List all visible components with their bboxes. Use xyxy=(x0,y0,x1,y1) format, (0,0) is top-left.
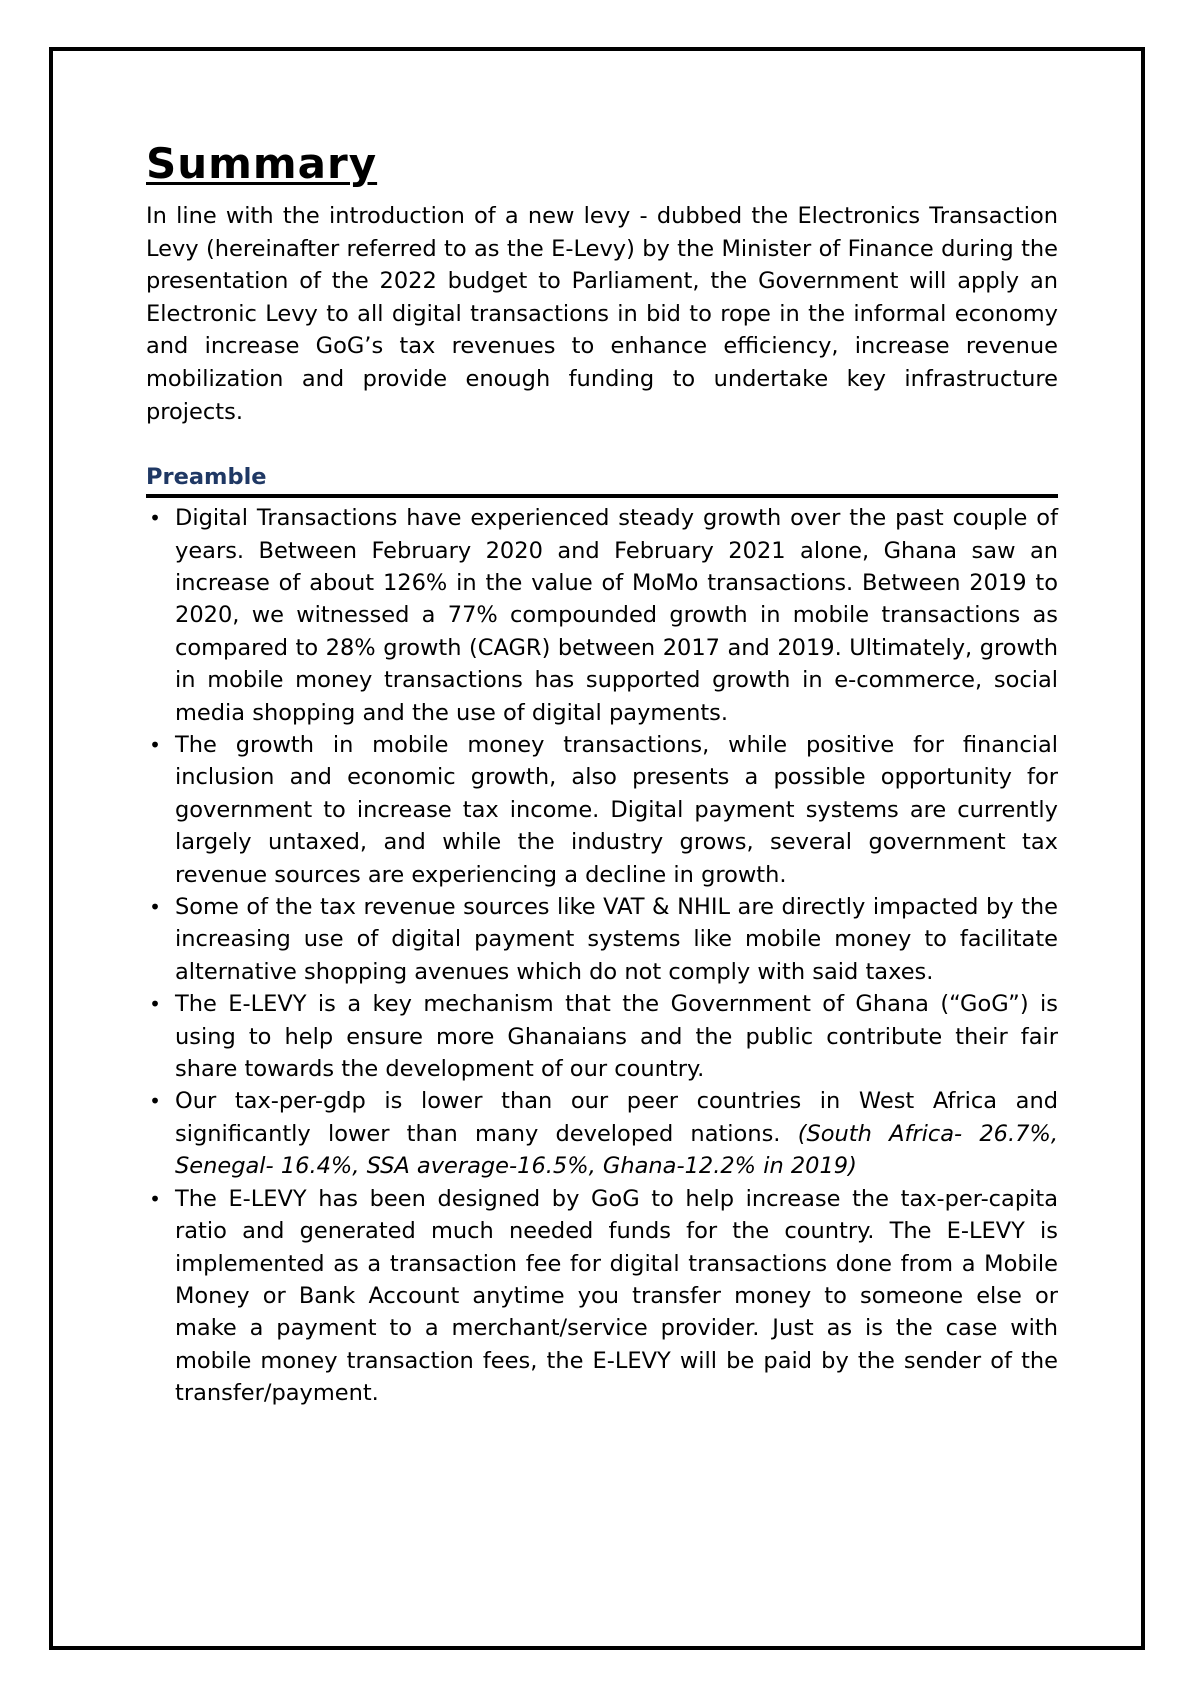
list-item-text: The E-LEVY has been designed by GoG to help increase the tax-per-capita ratio and generated much needed funds for the country. The E-LEVY is implemented as a transaction fee for digital transactions done from a Mobile Money or Bank Account anytime you transfer money to someone else or make a payment to a merchant/service provider. Just as is the case with mobile money transaction fees, the E-LEVY will be paid by the sender of the transfer/payment. xyxy=(175,1185,1058,1407)
list-item-text: The growth in mobile money transactions, while positive for financial inclusion and economic growth, also presents a possible opportunity for government to increase tax income. Digital payment systems are currently largely untaxed, and while the industry grows, several government tax revenue sources are experiencing a decline in growth. xyxy=(175,732,1058,888)
list-item xyxy=(146,502,1058,729)
list-item xyxy=(146,988,1058,1085)
document-content xyxy=(146,138,1058,1410)
bullet-icon: • xyxy=(149,992,161,1017)
preamble-list xyxy=(146,502,1058,1409)
list-item xyxy=(146,891,1058,988)
list-item xyxy=(146,729,1058,891)
bullet-icon: • xyxy=(149,895,161,920)
statistics-note: (South Africa- 26.7%, Senegal- 16.4%, SSA average-16.5%, Ghana-12.2% in 2019) xyxy=(175,1120,1058,1180)
summary-title: Summary xyxy=(146,139,378,188)
list-item-text: The E-LEVY is a key mechanism that the Government of Ghana (“GoG”) is using to help ensure more Ghanaians and the public contribute their fair share towards the development of our country. xyxy=(175,991,1058,1083)
list-item xyxy=(146,1183,1058,1410)
bullet-icon: • xyxy=(149,506,161,531)
summary-paragraph: In line with the introduction of a new levy - dubbed the Electronics Transaction Levy (hereinafter referred to as the E-Levy) by the Minister of Finance during the presentation of the 2022 budget to Parliament, the Government will apply an Electronic Levy to all digital transactions in bid to rope in the informal economy and increase GoG’s tax revenues to enhance efficiency, increase revenue mobilization and provide enough funding to undertake key infrastructure projects. xyxy=(146,203,1058,425)
list-item-text: Some of the tax revenue sources like VAT & NHIL are directly impacted by the increasing use of digital payment systems like mobile money to facilitate alternative shopping avenues which do not comply with said taxes. xyxy=(175,894,1058,985)
list-item-text: Our tax-per-gdp is lower than our peer countries in West Africa and significantly lower than many developed nations. xyxy=(175,1088,1058,1147)
bullet-icon: • xyxy=(149,1089,161,1114)
list-item-text: Digital Transactions have experienced steady growth over the past couple of years. Between February 2020 and February 2021 alone, Ghana saw an increase of about 126% in the value of MoMo transactions. Between 2019 to 2020, we witnessed a 77% compounded growth in mobile transactions as compared to 28% growth (CAGR) between 2017 and 2019. Ultimately, growth in mobile money transactions has supported growth in e-commerce, social media shopping and the use of digital payments. xyxy=(175,505,1058,726)
bullet-icon: • xyxy=(149,1186,161,1211)
preamble-heading: Preamble xyxy=(146,462,1058,498)
bullet-icon: • xyxy=(149,733,161,757)
list-item xyxy=(146,1085,1058,1182)
